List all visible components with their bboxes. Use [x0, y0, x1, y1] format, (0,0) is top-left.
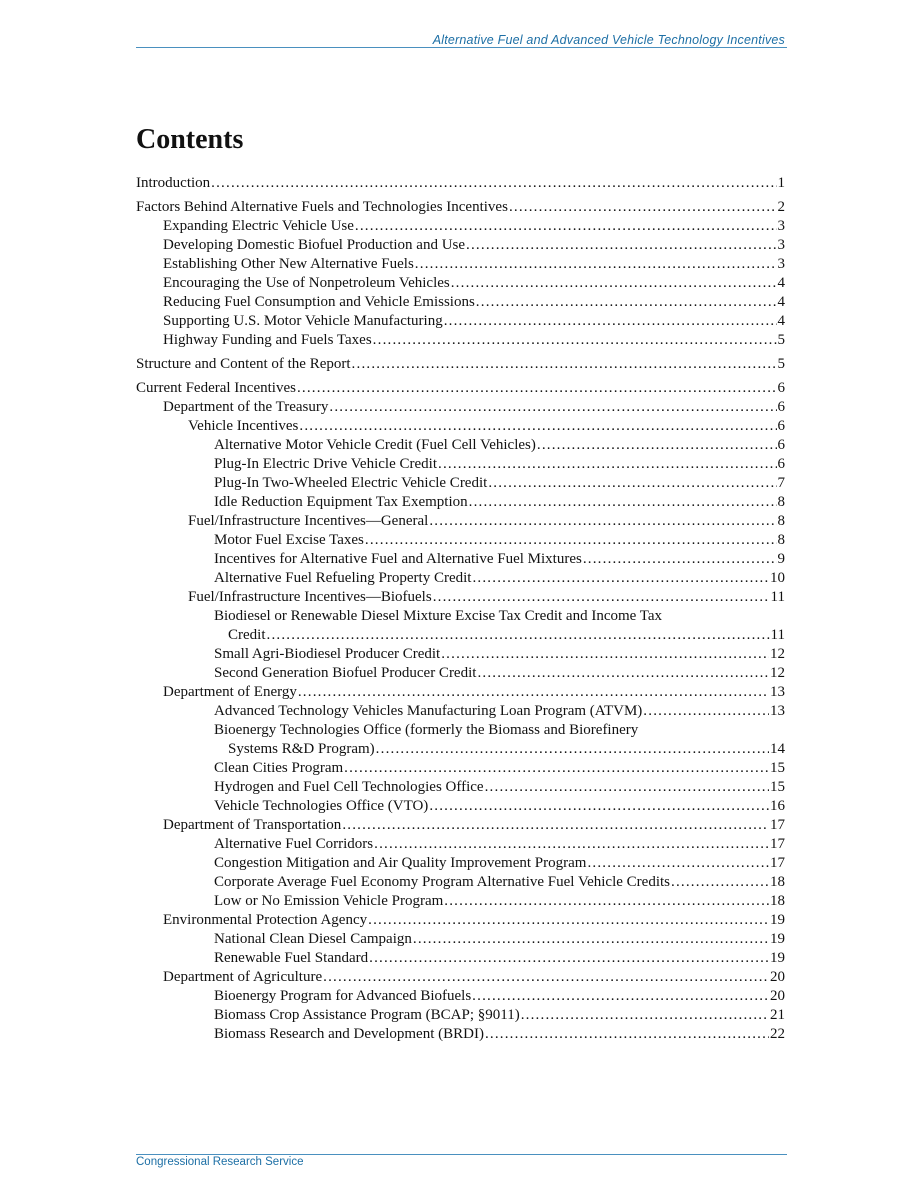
toc-entry[interactable]: [136, 683, 785, 702]
dot-leader: [267, 626, 770, 645]
dot-leader: [211, 174, 776, 193]
toc-page-number: 9: [777, 551, 785, 567]
toc-entry[interactable]: [136, 1006, 785, 1025]
toc-page-number: 11: [770, 589, 785, 605]
toc-page-number: 17: [770, 817, 785, 833]
toc-page-number: 20: [770, 969, 785, 985]
toc-entry-title: Renewable Fuel Standard: [214, 950, 369, 966]
toc-entry[interactable]: [136, 312, 785, 331]
dot-leader: [537, 436, 777, 455]
dot-leader: [355, 217, 777, 236]
toc-entry[interactable]: [136, 493, 785, 512]
toc-entry[interactable]: [136, 664, 785, 683]
header-rule: [136, 47, 787, 48]
toc-entry[interactable]: [136, 911, 785, 930]
toc-entry-title: Department of Transportation: [163, 817, 342, 833]
running-header: Alternative Fuel and Advanced Vehicle Technology Incentives: [432, 33, 785, 47]
dot-leader: [472, 987, 769, 1006]
toc-entry-title: Low or No Emission Vehicle Program: [214, 893, 444, 909]
dot-leader: [444, 892, 769, 911]
toc-entry[interactable]: [136, 355, 785, 374]
toc-entry[interactable]: [136, 255, 785, 274]
toc-page-number: 7: [777, 475, 785, 491]
toc-entry-title: Alternative Fuel Refueling Property Credit: [214, 570, 472, 586]
toc-entry[interactable]: [136, 436, 785, 455]
toc-page-number: 3: [777, 218, 785, 234]
table-of-contents: [136, 174, 785, 1044]
toc-entry-title: Vehicle Technologies Office (VTO): [214, 798, 429, 814]
toc-entry[interactable]: [136, 702, 785, 721]
toc-entry-title: Bioenergy Program for Advanced Biofuels: [214, 988, 472, 1004]
toc-page-number: 6: [777, 399, 785, 415]
toc-entry-title: Department of Energy: [163, 684, 297, 700]
toc-entry-title: Plug-In Two-Wheeled Electric Vehicle Credit: [214, 475, 488, 491]
toc-entry[interactable]: [136, 550, 785, 569]
toc-entry[interactable]: [136, 236, 785, 255]
toc-page-number: 3: [777, 256, 785, 272]
toc-page-number: 21: [770, 1007, 785, 1023]
toc-page-number: 6: [777, 456, 785, 472]
toc-page-number: 4: [777, 294, 785, 310]
dot-leader: [485, 778, 769, 797]
toc-entry-title: Department of the Treasury: [163, 399, 329, 415]
toc-page-number: 16: [770, 798, 785, 814]
toc-entry-title: Current Federal Incentives: [136, 380, 296, 396]
toc-page-number: 19: [770, 950, 785, 966]
dot-leader: [444, 312, 777, 331]
toc-page-number: 6: [777, 437, 785, 453]
dot-leader: [342, 816, 769, 835]
dot-leader: [368, 911, 769, 930]
page-title: Contents: [136, 124, 244, 155]
dot-leader: [472, 569, 769, 588]
toc-page-number: 12: [770, 646, 785, 662]
toc-page-number: 5: [777, 332, 785, 348]
dot-leader: [429, 797, 769, 816]
toc-entry-title: Alternative Fuel Corridors: [214, 836, 374, 852]
toc-entry-title: Reducing Fuel Consumption and Vehicle Emissions: [163, 294, 475, 310]
toc-entry-title: Clean Cities Program: [214, 760, 344, 776]
toc-page-number: 6: [777, 380, 785, 396]
toc-entry-title: Advanced Technology Vehicles Manufacturing Loan Program (ATVM): [214, 703, 643, 719]
toc-entry[interactable]: [136, 474, 785, 493]
toc-page-number: 11: [770, 627, 785, 643]
toc-entry[interactable]: [136, 455, 785, 474]
dot-leader: [352, 355, 777, 374]
toc-entry[interactable]: [136, 759, 785, 778]
toc-entry-title: Idle Reduction Equipment Tax Exemption: [214, 494, 468, 510]
toc-entry-title: Hydrogen and Fuel Cell Technologies Office: [214, 779, 484, 795]
toc-page-number: 6: [777, 418, 785, 434]
toc-page-number: 14: [770, 741, 785, 757]
toc-page-number: 22: [770, 1026, 785, 1042]
toc-entry-title: Encouraging the Use of Nonpetroleum Vehicles: [163, 275, 450, 291]
dot-leader: [429, 512, 776, 531]
dot-leader: [415, 255, 777, 274]
toc-page-number: 8: [777, 513, 785, 529]
dot-leader: [583, 550, 777, 569]
dot-leader: [488, 474, 776, 493]
toc-page-number: 17: [770, 836, 785, 852]
toc-entry[interactable]: [136, 569, 785, 588]
toc-entry-title-continuation: Credit: [228, 627, 266, 643]
toc-entry-title: Expanding Electric Vehicle Use: [163, 218, 354, 234]
toc-entry-title: Highway Funding and Fuels Taxes: [163, 332, 372, 348]
dot-leader: [671, 873, 769, 892]
toc-page-number: 18: [770, 893, 785, 909]
toc-entry[interactable]: [136, 892, 785, 911]
toc-entry-title: Factors Behind Alternative Fuels and Technologies Incentives: [136, 199, 508, 215]
toc-page-number: 1: [777, 175, 785, 191]
dot-leader: [509, 198, 777, 217]
toc-entry-title: Plug-In Electric Drive Vehicle Credit: [214, 456, 437, 472]
toc-page-number: 20: [770, 988, 785, 1004]
toc-entry-title: Environmental Protection Agency: [163, 912, 368, 928]
toc-entry[interactable]: [136, 293, 785, 312]
toc-entry[interactable]: [136, 816, 785, 835]
toc-page-number: 18: [770, 874, 785, 890]
toc-page-number: 3: [777, 237, 785, 253]
toc-entry[interactable]: [136, 531, 785, 550]
footer-publisher: Congressional Research Service: [136, 1156, 304, 1168]
toc-entry[interactable]: [136, 217, 785, 236]
toc-entry[interactable]: [136, 174, 785, 193]
dot-leader: [587, 854, 769, 873]
toc-entry[interactable]: [136, 930, 785, 949]
dot-leader: [643, 702, 769, 721]
toc-entry[interactable]: [136, 721, 785, 740]
toc-entry-title: Establishing Other New Alternative Fuels: [163, 256, 414, 272]
toc-page-number: 15: [770, 760, 785, 776]
toc-entry-title: Second Generation Biofuel Producer Credit: [214, 665, 477, 681]
toc-entry[interactable]: [136, 835, 785, 854]
toc-entry-title: National Clean Diesel Campaign: [214, 931, 412, 947]
dot-leader: [299, 417, 776, 436]
toc-entry-title: Congestion Mitigation and Air Quality Improvement Program: [214, 855, 587, 871]
toc-page-number: 4: [777, 313, 785, 329]
toc-entry-title: Supporting U.S. Motor Vehicle Manufacturing: [163, 313, 443, 329]
toc-entry-title: Biodiesel or Renewable Diesel Mixture Excise Tax Credit and Income Tax: [214, 608, 663, 624]
dot-leader: [297, 379, 777, 398]
toc-entry-title: Small Agri-Biodiesel Producer Credit: [214, 646, 441, 662]
toc-entry-title: Biomass Crop Assistance Program (BCAP; §9011): [214, 1007, 520, 1023]
dot-leader: [469, 493, 777, 512]
toc-entry[interactable]: [136, 417, 785, 436]
toc-entry-title: Fuel/Infrastructure Incentives—Biofuels: [188, 589, 432, 605]
toc-entry[interactable]: [136, 778, 785, 797]
toc-page-number: 5: [777, 356, 785, 372]
toc-page-number: 15: [770, 779, 785, 795]
toc-entry-title: Structure and Content of the Report: [136, 356, 351, 372]
dot-leader: [451, 274, 777, 293]
toc-entry-title: Bioenergy Technologies Office (formerly the Biomass and Biorefinery: [214, 722, 639, 738]
toc-entry-title: Introduction: [136, 175, 211, 191]
toc-entry-title-continuation: Systems R&D Program): [228, 741, 375, 757]
toc-entry[interactable]: [136, 854, 785, 873]
dot-leader: [329, 398, 776, 417]
toc-page-number: 17: [770, 855, 785, 871]
toc-page-number: 4: [777, 275, 785, 291]
toc-entry[interactable]: [136, 968, 785, 987]
dot-leader: [476, 293, 777, 312]
dot-leader: [344, 759, 769, 778]
toc-page-number: 12: [770, 665, 785, 681]
toc-page-number: 19: [770, 912, 785, 928]
dot-leader: [433, 588, 770, 607]
dot-leader: [466, 236, 776, 255]
toc-entry-title: Alternative Motor Vehicle Credit (Fuel Cell Vehicles): [214, 437, 536, 453]
toc-entry-continuation[interactable]: [136, 740, 785, 759]
toc-entry[interactable]: [136, 512, 785, 531]
toc-entry-continuation[interactable]: [136, 626, 785, 645]
toc-page-number: 8: [777, 532, 785, 548]
toc-entry[interactable]: [136, 1025, 785, 1044]
dot-leader: [438, 455, 777, 474]
toc-entry-title: Vehicle Incentives: [188, 418, 299, 434]
dot-leader: [485, 1025, 769, 1044]
toc-entry[interactable]: [136, 987, 785, 1006]
toc-entry-title: Department of Agriculture: [163, 969, 323, 985]
dot-leader: [413, 930, 769, 949]
dot-leader: [365, 531, 777, 550]
toc-entry[interactable]: [136, 274, 785, 293]
toc-entry-title: Developing Domestic Biofuel Production and Use: [163, 237, 466, 253]
toc-page-number: 13: [770, 684, 785, 700]
toc-entry[interactable]: [136, 198, 785, 217]
toc-entry[interactable]: [136, 607, 785, 626]
dot-leader: [521, 1006, 769, 1025]
toc-entry[interactable]: [136, 331, 785, 350]
toc-entry[interactable]: [136, 398, 785, 417]
toc-page-number: 13: [770, 703, 785, 719]
toc-page-number: 8: [777, 494, 785, 510]
dot-leader: [441, 645, 769, 664]
toc-entry-title: Motor Fuel Excise Taxes: [214, 532, 364, 548]
toc-entry-title: Incentives for Alternative Fuel and Alternative Fuel Mixtures: [214, 551, 582, 567]
toc-page-number: 10: [770, 570, 785, 586]
footer-rule: [136, 1154, 787, 1155]
dot-leader: [373, 331, 777, 350]
dot-leader: [477, 664, 769, 683]
dot-leader: [323, 968, 769, 987]
toc-entry[interactable]: [136, 645, 785, 664]
toc-entry-title: Corporate Average Fuel Economy Program Alternative Fuel Vehicle Credits: [214, 874, 670, 890]
toc-entry[interactable]: [136, 588, 785, 607]
toc-entry-title: Biomass Research and Development (BRDI): [214, 1026, 484, 1042]
toc-entry-title: Fuel/Infrastructure Incentives—General: [188, 513, 429, 529]
toc-entry[interactable]: [136, 797, 785, 816]
dot-leader: [369, 949, 769, 968]
toc-entry[interactable]: [136, 873, 785, 892]
toc-page-number: 2: [777, 199, 785, 215]
toc-entry[interactable]: [136, 379, 785, 398]
toc-page-number: 19: [770, 931, 785, 947]
dot-leader: [376, 740, 769, 759]
dot-leader: [374, 835, 769, 854]
dot-leader: [298, 683, 769, 702]
toc-entry[interactable]: [136, 949, 785, 968]
